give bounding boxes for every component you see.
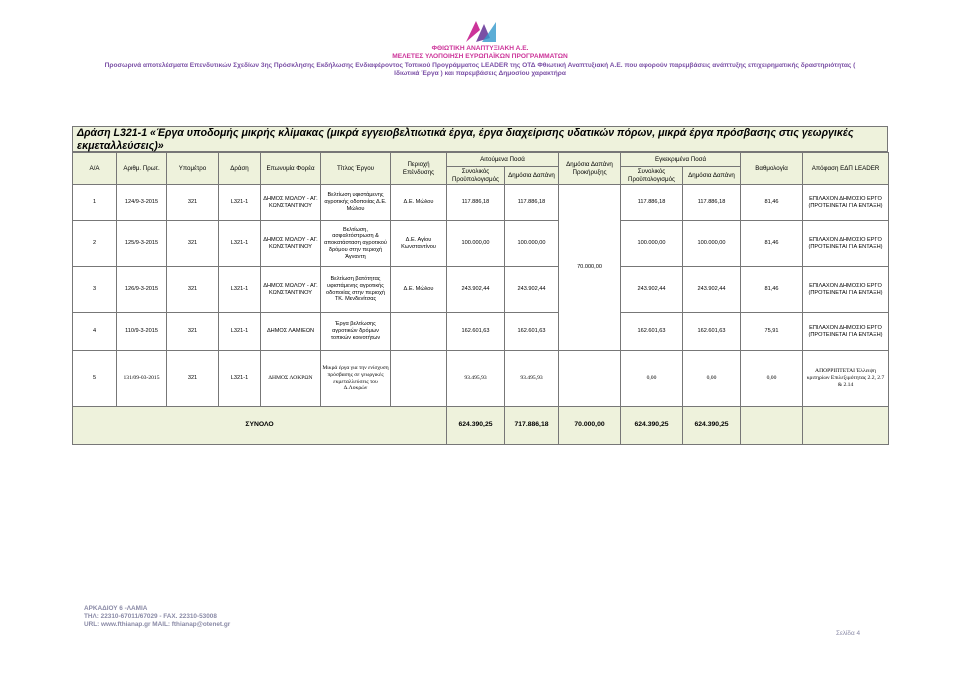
cell-app-public: 0,00 [683,351,741,407]
cell-work-title: Βελτίωση υφιστάμενης αγροτικής οδοποιίας Δ.Ε. Μώλου [321,185,391,221]
cell-area [391,351,447,407]
cell-area: Δ.Ε. Μώλου [391,185,447,221]
cell-work-title: Βελτίωση, ασφαλτόστρωση & αποκατάσταση αγροτικού δρόμου στην περιοχή Άγναντη [321,221,391,267]
col-protocol: Αριθμ. Πρωτ. [117,153,167,185]
cell-aa: 4 [73,313,117,351]
cell-body: ΔΗΜΟΣ ΜΩΛΟΥ - ΑΓ. ΚΩΝΣΤΑΝΤΙΝΟΥ [261,221,321,267]
cell-decision: ΑΠΟΡΡΙΠΤΕΤΑΙ Έλλειψη κριτηρίων Επιλεξιμότητας 2.2, 2.7 & 2.14 [803,351,889,407]
footer-contact [84,605,230,629]
org-subtitle: ΜΕΛΕΤΕΣ ΥΛΟΠΟΙΗΣΗ ΕΥΡΩΠΑΪΚΩΝ ΠΡΟΓΡΑΜΜΑΤΩΝ [392,53,568,60]
cell-work-title: Μικρά έργα για την ενίσχυση πρόσβασης σε γεωργικές εκμεταλλεύσεις του Δ.Λοκρών [321,351,391,407]
cell-body: ΔΗΜΟΣ ΛΑΜΙΕΩΝ [261,313,321,351]
col-public-announced: Δημόσια Δαπάνη Προκήρυξης [559,153,621,185]
cell-area [391,313,447,351]
footer-phone: ΤΗΛ: 22310-67011/67029 - FAX. 22310-53008 [84,613,217,620]
cell-body: ΔΗΜΟΣ ΛΟΚΡΩΝ [261,351,321,407]
doc-description-line1: Προσωρινά αποτελέσματα Επενδυτικών Σχεδίων 3ης Πρόσκλησης Εκδήλωσης Ενδιαφέροντος Τοπικού Προγράμματος LEADER της ΟΤΔ Φθιωτική Αναπτυξιακή Α.Ε. που αφορούν παρεμβάσεις ανάπτυξης επιχειρηματικής δραστηριότητας ( [104,62,856,69]
cell-measure: 321 [167,267,219,313]
logo-icon [462,18,498,44]
cell-area: Δ.Ε. Αγίου Κωνσταντίνου [391,221,447,267]
cell-work-title: Βελτίωση βατότητας υφιστάμενης αγροτικής οδοποιίας στην περιοχή ΤΚ. Μενδενίτσας [321,267,391,313]
total-label: ΣΥΝΟΛΟ [73,407,447,445]
cell-app-budget: 117.886,18 [621,185,683,221]
results-table [72,152,889,445]
cell-action: L321-1 [219,267,261,313]
cell-public-announced: 70.000,00 [559,185,621,351]
table-row [73,267,889,313]
cell-protocol: 125/9-3-2015 [117,221,167,267]
cell-app-budget: 0,00 [621,351,683,407]
table-row [73,221,889,267]
cell-protocol: 131/09-03-2015 [117,351,167,407]
col-req-budget: Συνολικός Προϋπολογισμός [447,167,505,185]
col-app-public: Δημόσια Δαπάνη [683,167,741,185]
col-area: Περιοχή Επένδυσης [391,153,447,185]
cell-req-budget: 243.902,44 [447,267,505,313]
cell-protocol: 124/9-3-2015 [117,185,167,221]
cell-req-budget: 162.601,63 [447,313,505,351]
total-public-announced: 70.000,00 [559,407,621,445]
col-decision: Απόφαση ΕΔΠ LEADER [803,153,889,185]
col-measure: Υπομέτρο [167,153,219,185]
cell-action: L321-1 [219,313,261,351]
cell-req-public: 100.000,00 [505,221,559,267]
col-work-title: Τίτλος Έργου [321,153,391,185]
cell-score: 81,46 [741,267,803,313]
cell-measure: 321 [167,221,219,267]
doc-description-line2: Ιδιωτικά Έργα ) και παρεμβάσεις Δημοσίου χαρακτήρα [394,70,566,77]
cell-body: ΔΗΜΟΣ ΜΩΛΟΥ - ΑΓ. ΚΩΝΣΤΑΝΤΙΝΟΥ [261,267,321,313]
cell-app-budget: 162.601,63 [621,313,683,351]
table-row [73,313,889,351]
total-row [73,407,889,445]
table-row [73,351,889,407]
col-body: Επωνυμία Φορέα [261,153,321,185]
cell-score: 81,46 [741,185,803,221]
cell-body: ΔΗΜΟΣ ΜΩΛΟΥ - ΑΓ. ΚΩΝΣΤΑΝΤΙΝΟΥ [261,185,321,221]
cell-req-public: 243.902,44 [505,267,559,313]
cell-req-budget: 93.495,93 [447,351,505,407]
cell-measure: 321 [167,313,219,351]
footer-address: ΑΡΚΑΔΙΟΥ 6 -ΛΑΜΙΑ [84,605,148,612]
cell-measure: 321 [167,185,219,221]
cell-work-title: Έργα βελτίωσης αγροτικών δρόμων τοπικών κοινοτήτων [321,313,391,351]
cell-aa: 2 [73,221,117,267]
total-req-public: 717.886,18 [505,407,559,445]
cell-app-public: 117.886,18 [683,185,741,221]
cell-protocol: 110/9-3-2015 [117,313,167,351]
org-name: ΦΘΙΩΤΙΚΗ ΑΝΑΠΤΥΞΙΑΚΗ Α.Ε. [431,45,529,52]
cell-area: Δ.Ε. Μώλου [391,267,447,313]
table-row [73,185,889,221]
cell-action: L321-1 [219,351,261,407]
col-approved: Εγκεκριμένα Ποσά [621,153,741,167]
cell-decision: ΕΠΙΛΑΧΟΝ ΔΗΜΟΣΙΟ ΕΡΓΟ (ΠΡΟΤΕΙΝΕΤΑΙ ΓΙΑ ΕΝΤΑΞΗ) [803,267,889,313]
cell-req-public: 93.495,93 [505,351,559,407]
total-app-budget: 624.390,25 [621,407,683,445]
cell-decision: ΕΠΙΛΑΧΟΝ ΔΗΜΟΣΙΟ ΕΡΓΟ (ΠΡΟΤΕΙΝΕΤΑΙ ΓΙΑ ΕΝΤΑΞΗ) [803,313,889,351]
total-req-budget: 624.390,25 [447,407,505,445]
cell-req-public: 162.601,63 [505,313,559,351]
col-action: Δράση [219,153,261,185]
cell-app-public: 162.601,63 [683,313,741,351]
cell-aa: 5 [73,351,117,407]
col-app-budget: Συνολικός Προϋπολογισμός [621,167,683,185]
col-requested: Αιτούμενα Ποσά [447,153,559,167]
cell-action: L321-1 [219,185,261,221]
total-score-empty [741,407,803,445]
total-app-public: 624.390,25 [683,407,741,445]
cell-req-budget: 117.886,18 [447,185,505,221]
cell-public-announced-empty [559,351,621,407]
cell-score: 0,00 [741,351,803,407]
col-score: Βαθμολογία [741,153,803,185]
cell-score: 81,46 [741,221,803,267]
cell-decision: ΕΠΙΛΑΧΟΝ ΔΗΜΟΣΙΟ ΕΡΓΟ (ΠΡΟΤΕΙΝΕΤΑΙ ΓΙΑ ΕΝΤΑΞΗ) [803,221,889,267]
cell-req-budget: 100.000,00 [447,221,505,267]
cell-aa: 1 [73,185,117,221]
cell-app-public: 243.902,44 [683,267,741,313]
cell-decision: ΕΠΙΛΑΧΟΝ ΔΗΜΟΣΙΟ ΕΡΓΟ (ΠΡΟΤΕΙΝΕΤΑΙ ΓΙΑ ΕΝΤΑΞΗ) [803,185,889,221]
cell-app-public: 100.000,00 [683,221,741,267]
cell-app-budget: 100.000,00 [621,221,683,267]
cell-score: 75,91 [741,313,803,351]
cell-req-public: 117.886,18 [505,185,559,221]
cell-protocol: 126/9-3-2015 [117,267,167,313]
cell-app-budget: 243.902,44 [621,267,683,313]
total-decision-empty [803,407,889,445]
section-title: Δράση L321-1 «Έργα υποδομής μικρής κλίμακας (μικρά εγγειοβελτιωτικά έργα, έργα διαχείρισης υδατικών πόρων, μικρά έργα πρόσβασης στις γεωργικές εκμεταλλεύσεις)» [72,126,888,152]
footer-url[interactable]: URL: www.fthianap.gr MAIL: fthianap@otenet.gr [84,621,231,628]
page-number: Σελίδα 4 [836,630,860,637]
cell-measure: 321 [167,351,219,407]
cell-action: L321-1 [219,221,261,267]
col-aa: Α/Α [73,153,117,185]
col-req-public: Δημόσια Δαπάνη [505,167,559,185]
cell-aa: 3 [73,267,117,313]
